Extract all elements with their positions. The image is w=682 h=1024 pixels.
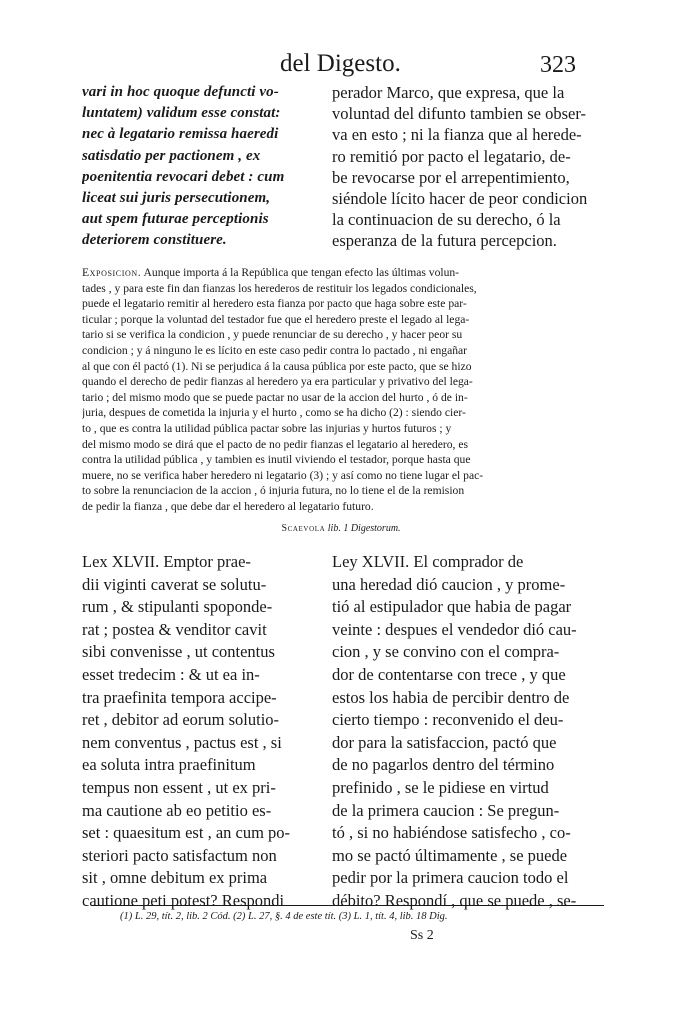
exposicion-paragraph: [82, 265, 614, 515]
exposicion-line: al que con él pactó (1). Ni se perjudica á la causa pública por este pacto, que se hizo: [82, 359, 472, 373]
exposicion-line: to sobre la renunciacion de la accion , ó injuria futura, no lo tiene el de la remision: [82, 484, 465, 498]
footnote-rule: [92, 905, 604, 906]
lex-latin-text: Lex XLVII. Emptor prae- dii viginti caverat se solutu- rum , & stipulanti spoponde- rat ; postea & venditor cavit sibi convenisse , ut contentus esset tredecim : & ut ea in- tra praefinita tempora accipe- ret , debitor ad eorum solutio- nem conventus , pactus est , si ea soluta intra praefinitum tempus non essent , ut ex pri- ma cautione ab eo petitio es- set : quaesitum est , an cum po- steriori pacto satisfactum non sit , omne debitum ex prima cautione peti potest? Respondi: [82, 552, 291, 910]
latin-text-top: vari in hoc quoque defuncti vo- luntatem) validum esse constat: nec à legatario remissa haeredi satisdatio per pactionem , ex poenitentia revocari debet : cum liceat sui juris persecutionem, aut spem futurae perceptionis deteriorem constituere.: [82, 84, 285, 249]
exposicion-line: tario si se verifica la condicion , y puede renunciar de su derecho , y hacer peor su: [82, 328, 463, 342]
exposicion-line: de pedir la fianza , que debe dar el heredero al legatario futuro.: [82, 499, 374, 513]
attribution-author: Scaevola: [281, 523, 326, 534]
exposicion-line: puede el legatario remitir al heredero esta fianza por pacto que haga sobre este par-: [82, 297, 467, 311]
footnotes: (1) L. 29, tít. 2, lib. 2 Cód. (2) L. 27, §. 4 de este tít. (3) L. 1, tít. 4, lib. 18 Dig.: [120, 911, 448, 922]
signature-mark: Ss 2: [410, 928, 434, 943]
exposicion-line: juria, despues de cometida la injuria y el hurto , como se ha dicho (2) : siendo cier-: [82, 406, 466, 420]
page-number: 323: [540, 52, 576, 78]
lex-spanish-text: Ley XLVII. El comprador de una heredad dió caucion , y prome- tió al estipulador que habia de pagar veinte : despues el vendedor dió cau- cion , y se convino con el compra- dor de contentarse con trece , y que estos los habia de percibir dentro de cierto tiempo : reconvenido el deu- dor para la satisfaccion, pactó que de no pagarlos dentro del término prefinido , se le pidiese en virtud de la primera caucion : Se pregun- tó , si no habiéndose satisfecho , co- mo se pactó últimamente , se puede pedir por la primera caucion todo el débito? Respondí , que se puede , se-: [332, 552, 577, 910]
exposicion-line: contra la utilidad pública , y tambien es inutil viviendo el testador, porque hasta que: [82, 453, 471, 467]
exposicion-line: tario ; del mismo modo que se puede pactar no usar de la accion del hurto , ó de in-: [82, 390, 468, 404]
exposicion-line: to , que es contra la utilidad pública pactar sobre las injurias y hurtos futuros ; y: [82, 421, 452, 435]
exposicion-line: condicion ; y á ninguno le es lícito en este caso pedir contra lo pactado , ni engañar: [82, 343, 468, 357]
exposicion-line: quando el derecho de pedir fianzas al heredero ya era particular y privativo del lega-: [82, 375, 473, 389]
section-attribution: [0, 523, 682, 534]
exposicion-line: [82, 265, 614, 281]
running-title: del Digesto.: [280, 50, 401, 77]
exposicion-label: Exposicion.: [82, 266, 142, 279]
page-header: [0, 50, 682, 82]
exposicion-line-text: Aunque importa á la República que tengan efecto las últimas volun-: [143, 266, 460, 279]
exposicion-line: del mismo modo se dirá que el pacto de no pedir fianzas el legatario al heredero, es: [82, 437, 468, 451]
exposicion-line: tades , y para este fin dan fianzas los herederos de restituir los legados condicionales,: [82, 281, 477, 295]
exposicion-line: ticular ; porque la voluntad del testador fue que el heredero preste el legado al lega-: [82, 312, 470, 326]
attribution-work: lib. 1 Digestorum.: [327, 523, 401, 534]
exposicion-line: muere, no se verifica haber heredero ni legatario (3) ; y así como no tiene lugar el pac-: [82, 468, 484, 482]
spanish-text-top: perador Marco, que expresa, que la voluntad del difunto tambien se obser- va en esto ; ni la fianza que al herede- ro remitió por pacto el legatario, de- be revocarse por el arrepentimiento, siéndole lícito hacer de peor condicion la continuacion de su derecho, ó la esperanza de la futura percepcion.: [332, 83, 588, 251]
